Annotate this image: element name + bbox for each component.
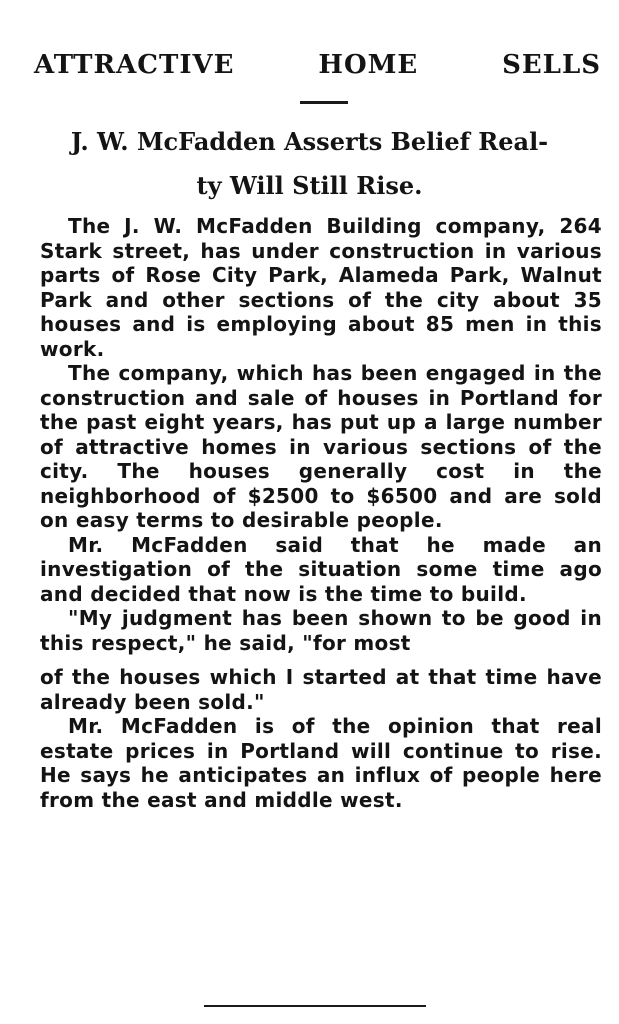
article-body bbox=[40, 214, 602, 812]
headline bbox=[34, 48, 601, 82]
paragraph-4-continued: of the houses which I started at that time have already been sold." bbox=[40, 665, 602, 714]
paragraph-5: Mr. McFadden is of the opinion that real estate prices in Portland will continue to rise. He says he anticipates an influx of people here from the east and middle west. bbox=[40, 714, 602, 812]
paragraph-1: The J. W. McFadden Building company, 264 Stark street, has under construction in various parts of Rose City Park, Alameda Park, Walnut Park and other sections of the city about 35 houses and is employing about 85 men in this work. bbox=[40, 214, 602, 361]
headline-word-1: ATTRACTIVE bbox=[34, 50, 235, 80]
headline-word-2: HOME bbox=[318, 50, 419, 80]
subheadline-line-2: ty Will Still Rise. bbox=[196, 171, 423, 200]
paragraph-4: "My judgment has been shown to be good in this respect," he said, "for most bbox=[40, 606, 602, 655]
headline-word-3: SELLS bbox=[502, 50, 601, 80]
paragraph-2: The company, which has been engaged in the construction and sale of houses in Portland for the past eight years, has put up a large number of attractive homes in various sections of the city. The houses generally cost in the neighborhood of $2500 to $6500 and are sold on easy terms to desirable people. bbox=[40, 361, 602, 532]
article-end-rule bbox=[204, 1005, 426, 1007]
paragraph-3: Mr. McFadden said that he made an investigation of the situation some time ago and decided that now is the time to build. bbox=[40, 532, 602, 606]
subheadline-line-1: J. W. McFadden Asserts Belief Real- bbox=[70, 127, 549, 156]
headline-divider bbox=[300, 101, 348, 104]
